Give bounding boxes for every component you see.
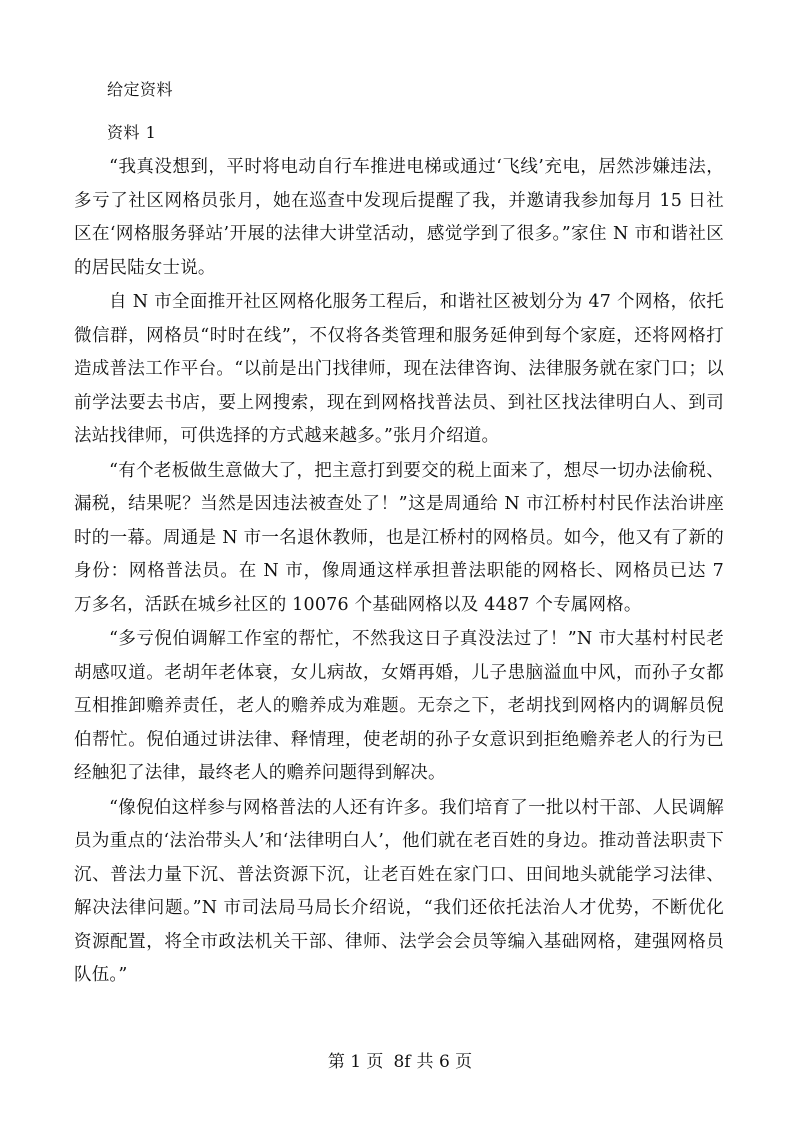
paragraph-5: “像倪伯这样参与网格普法的人还有许多。我们培育了一批以村干部、人民调解员为重点的‘法治带头人’和‘法律明白人’，他们就在老百姓的身边。推动普法职责下沉、普法力量下沉、普法资源下沉，让老百姓在家门口、田间地头就能学习法律、解决法律问题。”N 市司法局马局长介绍说，“我们还依托法治人才优势，不断优化资源配置，将全市政法机关干部、律师、法学会会员等编入基础网格，建强网格员队伍。” — [74, 797, 724, 985]
page-footer — [0, 1047, 800, 1072]
paragraph-3: “有个老板做生意做大了，把主意打到要交的税上面来了，想尽一切办法偷税、漏税，结果呢？当然是因违法被查处了！”这是周通给 N 市江桥村村民作法治讲座时的一幕。周通是 N 市一名退休教师，也是江桥村的网格员。如今，他又有了新的身份：网格普法员。在 N 市，像周通这样承担普法职能的网格长、网格员已达 7 万多名，活跃在城乡社区的 10076 个基础网格以及 4487 个专属网格。 — [74, 460, 724, 615]
paragraph-2: 自 N 市全面推开社区网格化服务工程后，和谐社区被划分为 47 个网格，依托微信群，网格员“时时在线”，不仅将各类管理和服务延伸到每个家庭，还将网格打造成普法工作平台。“以前是出门找律师，现在法律咨询、法律服务就在家门口；以前学法要去书店，要上网搜索，现在到网格找普法员、到社区找法律明白人、到司法站找律师，可供选择的方式越来越多。”张月介绍道。 — [74, 292, 724, 446]
paragraph-1: “我真没想到，平时将电动自行车推进电梯或通过‘飞线’充电，居然涉嫌违法，多亏了社区网格员张月，她在巡查中发现后提醒了我，并邀请我参加每月 15 日社区在‘网格服务驿站’开展的法律大讲堂活动，感觉学到了很多。”家住 N 市和谐社区的居民陆女士说。 — [74, 157, 724, 278]
material-label: 资料 1 — [107, 123, 157, 142]
page-stamp: 8f — [393, 1052, 411, 1072]
page-number-current: 第 1 页 — [327, 1052, 384, 1072]
section-title: 给定资料 — [107, 80, 174, 99]
material-body — [74, 151, 724, 993]
paragraph-4: “多亏倪伯调解工作室的帮忙，不然我这日子真没法过了！”N 市大基村村民老胡感叹道。老胡年老体衰，女儿病故，女婿再婚，儿子患脑溢血中风，而孙子女都互相推卸赡养责任，老人的赡养成为难题。无奈之下，老胡找到网格内的调解员倪伯帮忙。倪伯通过讲法律、释情理，使老胡的孙子女意识到拒绝赡养老人的行为已经触犯了法律，最终老人的赡养问题得到解决。 — [74, 629, 724, 783]
page-number-total: 共 6 页 — [416, 1052, 473, 1072]
